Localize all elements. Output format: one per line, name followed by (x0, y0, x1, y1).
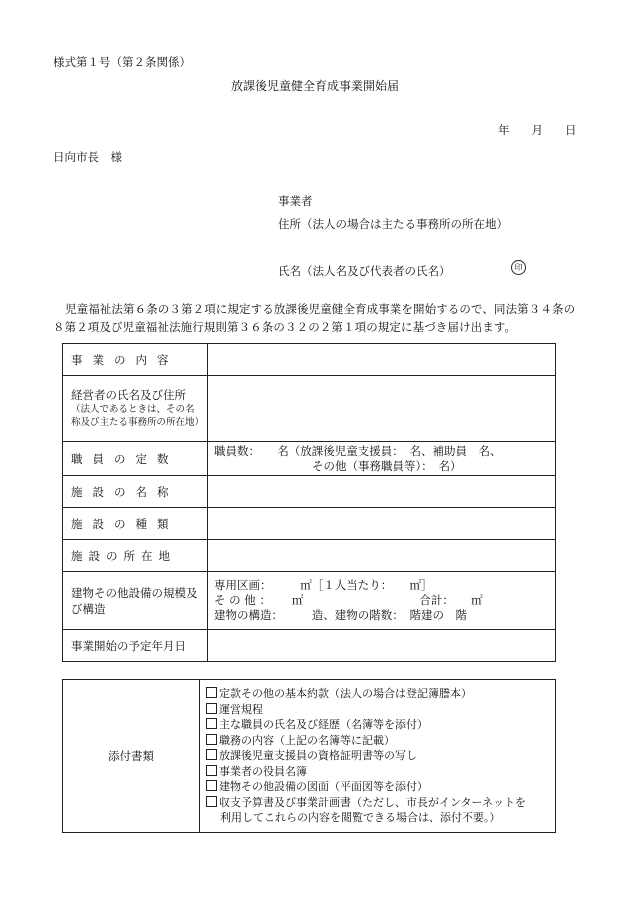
operator-label: 経営者の氏名及び住所 (71, 388, 186, 402)
checkbox-icon[interactable] (206, 703, 217, 714)
applicant-name-label: 氏名（法人名及び代表者の氏名） (278, 264, 451, 278)
facility-location-field[interactable] (208, 540, 556, 572)
applicant-label: 事業者 (278, 194, 313, 208)
start-date-field[interactable] (208, 630, 556, 662)
attachment-text: 事業者の役員名簿 (219, 764, 307, 778)
table-row (63, 680, 556, 833)
date-year: 年 (498, 123, 510, 137)
checkbox-icon[interactable] (206, 765, 217, 776)
table-row (63, 476, 556, 508)
list-item[interactable] (206, 717, 551, 733)
start-date-label: 事業開始の予定年月日 (63, 630, 208, 662)
checkbox-icon[interactable] (206, 749, 217, 760)
table-row (63, 508, 556, 540)
list-item-continuation: 利用してこれらの内容を閲覧できる場合は、添付不要。） (220, 811, 501, 824)
addressee: 日向市長 様 (53, 150, 122, 164)
building-line-1: 専用区画： ㎡［１人当たり： ㎡］ (214, 578, 433, 592)
table-row (63, 630, 556, 662)
checkbox-icon[interactable] (206, 718, 217, 729)
date-month: 月 (531, 123, 543, 137)
staff-line-2: その他（事務職員等）： 名） (312, 458, 462, 473)
list-item[interactable] (206, 748, 551, 764)
operator-field[interactable] (208, 376, 556, 442)
list-item[interactable] (206, 686, 551, 702)
building-total: 合計： ㎡ (419, 593, 483, 607)
operator-label-cell (63, 376, 208, 442)
checkbox-icon[interactable] (206, 796, 217, 807)
attachment-text: 運営規程 (219, 702, 263, 716)
building-line-2 (214, 593, 555, 608)
attachment-text: 職務の内容（上記の名簿等に記載） (219, 733, 395, 747)
operator-note: （法人であるときは、その名称及び主たる事務所の所在地） (71, 404, 205, 428)
facility-type-label: 施設の種類 (63, 508, 208, 540)
table-row (63, 376, 556, 442)
staff-label: 職員の定数 (63, 442, 208, 476)
document-title: 放課後児童健全育成事業開始届 (230, 79, 399, 93)
attachment-text: 放課後児童支援員の資格証明書等の写し (219, 749, 417, 762)
list-item[interactable] (206, 764, 551, 780)
date-line (498, 122, 577, 138)
attachment-text: 建物その他設備の図面（平面図等を添付） (219, 780, 428, 793)
facility-name-field[interactable] (208, 476, 556, 508)
facility-location-label: 施設の所在地 (63, 540, 208, 572)
form-number: 様式第１号（第２条関係） (53, 55, 191, 69)
facility-name-label: 施設の名称 (63, 476, 208, 508)
notice-text: 児童福祉法第６条の３第２項に規定する放課後児童健全育成事業を開始するので、同法第３４条の８第２項及び児童福祉法施行規則第３６条の３２の２第１項の規定に基づき届け出ます。 (53, 302, 576, 334)
building-other: そ の 他 ： ㎡ (214, 593, 304, 607)
staff-line-1: 職員数： 名（放課後児童支援員： 名、補助員 名、 (214, 443, 502, 458)
building-field[interactable] (208, 572, 556, 630)
attachments-table (62, 679, 556, 833)
building-label: 建物その他設備の規模及び構造 (63, 572, 208, 630)
attachment-text: 主な職員の氏名及び経歴（名簿等を添付） (219, 718, 428, 731)
checkbox-icon[interactable] (206, 687, 217, 698)
staff-field[interactable] (208, 442, 556, 476)
list-item[interactable] (206, 795, 551, 811)
checkbox-icon[interactable] (206, 780, 217, 791)
checkbox-icon[interactable] (206, 734, 217, 745)
building-line-3: 建物の構造： 造、建物の階数： 階建の 階 (214, 608, 467, 622)
table-row (63, 442, 556, 476)
attachment-text: 収支予算書及び事業計画書（ただし、市長がインターネットを (219, 795, 527, 809)
list-item[interactable] (206, 733, 551, 749)
applicant-address-label: 住所（法人の場合は主たる事務所の所在地） (278, 217, 508, 231)
date-day: 日 (565, 123, 577, 137)
business-info-table (62, 343, 556, 662)
facility-type-field[interactable] (208, 508, 556, 540)
list-item[interactable] (206, 779, 551, 795)
business-content-field[interactable] (208, 344, 556, 376)
business-content-label: 事業の内容 (63, 344, 208, 376)
seal-icon: 印 (511, 260, 526, 275)
table-row (63, 344, 556, 376)
list-item[interactable] (206, 702, 551, 718)
table-row (63, 572, 556, 630)
attachments-list (200, 680, 556, 833)
attachments-label: 添付書類 (63, 680, 200, 833)
table-row (63, 540, 556, 572)
attachment-text: 定款その他の基本約款（法人の場合は登記簿謄本） (219, 687, 472, 700)
